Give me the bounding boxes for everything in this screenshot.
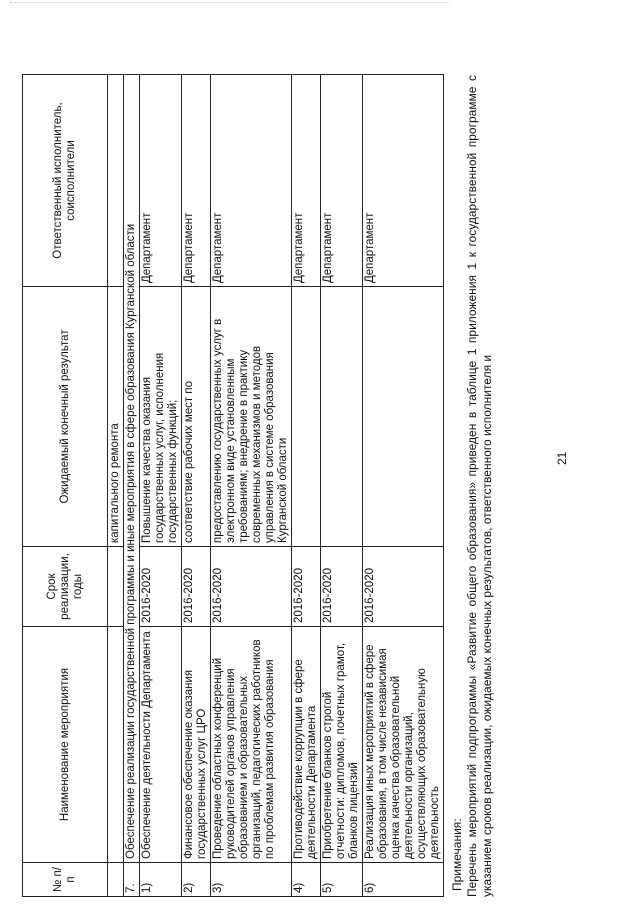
row-name: Противодействие коррупции в сфере деятельности Департамента: [292, 627, 321, 863]
row-num: 2): [182, 863, 211, 897]
header-responsible: Ответственный исполнитель, соисполнители: [23, 75, 108, 287]
row-num: 6): [363, 863, 444, 897]
table-row: [211, 75, 292, 897]
row-name: Приобретение бланков строгой отчетности: дипломов, почетных грамот, бланков лицензий: [321, 627, 363, 863]
row-name: Обеспечение деятельности Департамента: [140, 627, 182, 863]
row-result: [292, 287, 321, 547]
row-responsible: Департамент: [321, 75, 363, 287]
row-result: [363, 287, 444, 547]
notes-text: Перечень мероприятий подпрограммы «Развитие общего образования» приведен в таблице 1 приложения 1 к государственной программе с указанием сроков реализации, ожидаемых конечных результатов, ответственного исполнителя и: [465, 75, 494, 897]
row-term: 2016-2020: [321, 547, 363, 627]
row-responsible: Департамент: [211, 75, 292, 287]
row-result: соответствие рабочих мест по: [182, 287, 211, 547]
row-term: 2016-2020: [211, 547, 292, 627]
section-num: 7.: [124, 863, 140, 897]
table-header-row: [23, 75, 108, 897]
section-row: [124, 75, 140, 897]
header-result: Ожидаемый конечный результат: [23, 287, 108, 547]
row-term: 2016-2020: [182, 547, 211, 627]
table-row: [363, 75, 444, 897]
header-name: Наименование мероприятия: [23, 627, 108, 863]
row-name: Проведение областных конференций руководителей органов управления образованием и образовательных организаций, педагогических работников по проблемам развития образования: [211, 627, 292, 863]
carry-over-text: капитального ремонта: [108, 287, 124, 547]
row-result: Повышение качества оказания государственных услуг, исполнения государственных функций;: [140, 287, 182, 547]
carry-over-row: [108, 75, 124, 897]
table-row: [182, 75, 211, 897]
activities-table: [22, 74, 444, 897]
row-responsible: Департамент: [292, 75, 321, 287]
row-num: 5): [321, 863, 363, 897]
row-num: 1): [140, 863, 182, 897]
table-row: [292, 75, 321, 897]
row-name: Финансовое обеспечение оказания государственных услуг ЦРО: [182, 627, 211, 863]
row-term: 2016-2020: [140, 547, 182, 627]
row-responsible: Департамент: [363, 75, 444, 287]
table-row: [321, 75, 363, 897]
row-result: [321, 287, 363, 547]
table-row: [140, 75, 182, 897]
page-number: 21: [555, 451, 569, 465]
notes-heading: Примечания:: [450, 818, 464, 891]
row-name: Реализация иных мероприятий в сфере образования, в том числе независимая оценка качества образовательной деятельности организаций, осуществляющих образовательную деятельность: [363, 627, 444, 863]
row-result: предоставлению государственных услуг в электронном виде установленным требованиям; внедрение в практику современных механизмов и методов управления в системе образования Курганской области: [211, 287, 292, 547]
row-term: 2016-2020: [363, 547, 444, 627]
row-term: 2016-2020: [292, 547, 321, 627]
header-term: Срок реализации, годы: [23, 547, 108, 627]
row-responsible: Департамент: [140, 75, 182, 287]
row-num: 4): [292, 863, 321, 897]
row-num: 3): [211, 863, 292, 897]
section-title: Обеспечение реализации государственной программы и иные мероприятия в сфере образования Курганской области: [124, 75, 140, 863]
notes-block: [450, 75, 495, 897]
header-num: № п/п: [23, 863, 108, 897]
row-responsible: Департамент: [182, 75, 211, 287]
